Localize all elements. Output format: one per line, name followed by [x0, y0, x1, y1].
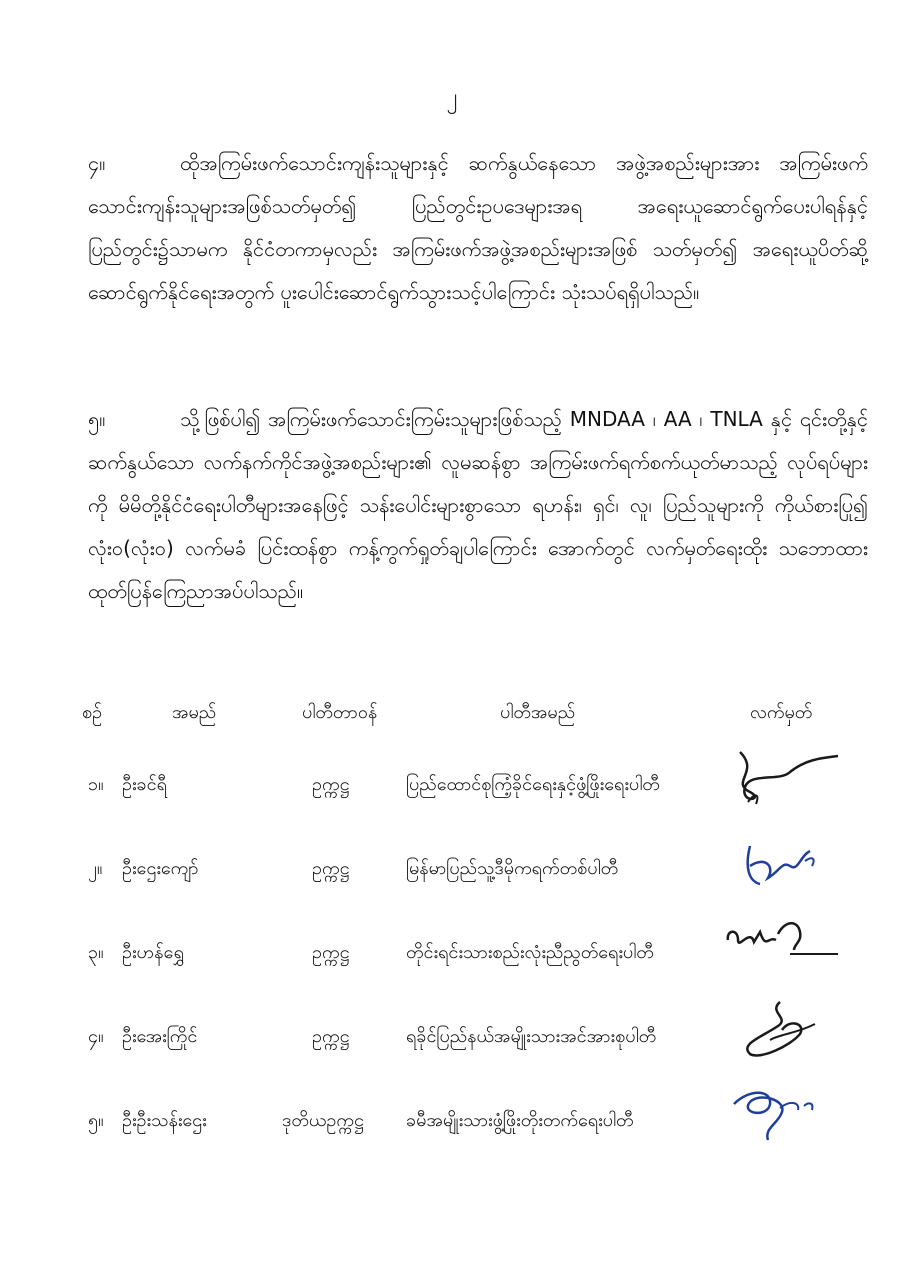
- row-no: ၂။: [88, 858, 103, 879]
- row-party: ခမီအမျိုးသားဖွံ့ဖြိုးတိုးတက်ရေးပါတီ: [406, 1110, 634, 1131]
- paragraph-5: [88, 398, 868, 613]
- signature-image: [720, 742, 840, 814]
- header-name: အမည်: [172, 702, 217, 723]
- signature-image: [720, 826, 840, 898]
- row-role: ဥက္ကဋ္ဌ: [312, 774, 350, 795]
- table-row: [80, 1086, 870, 1170]
- row-party: မြန်မာပြည်သူ့ဒီမိုကရက်တစ်ပါတီ: [406, 858, 619, 879]
- table-row: [80, 918, 870, 1002]
- row-party: ရခိုင်ပြည်နယ်အမျိုးသားအင်အားစုပါတီ: [406, 1026, 657, 1047]
- paragraph-text: သို့ဖြစ်ပါ၍ အကြမ်းဖက်သောင်းကြမ်းသူများဖြစ်သည့် MNDAA ၊ AA ၊ TNLA နှင့် ၎င်းတို့နှင့်ဆက်နွယ်သော လက်နက်ကိုင်အဖွဲ့အစည်းများ၏ လူမဆန်စွာ အကြမ်းဖက်ရက်စက်ယုတ်မာသည့် လုပ်ရပ်များကို မိမိတို့နိုင်ငံရေးပါတီများအနေဖြင့် သန်းပေါင်းများစွာသော ရဟန်း၊ ရှင်၊ လူ၊ ပြည်သူများကို ကိုယ်စားပြု၍ လုံး၀(လုံး၀) လက်မခံ ပြင်းထန်စွာ ကန့်ကွက်ရှုတ်ချပါကြောင်း အောက်တွင် လက်မှတ်ရေးထိုး သဘောထားထုတ်ပြန်ကြေညာအပ်ပါသည်။: [88, 407, 868, 603]
- paragraph-text: ထိုအကြမ်းဖက်သောင်းကျန်းသူများနှင့် ဆက်နွယ်နေသော အဖွဲ့အစည်းများအား အကြမ်းဖက်သောင်းကျန်းသူများအဖြစ်သတ်မှတ်၍ ပြည်တွင်းဥပဒေများအရ အရေးယူဆောင်ရွက်ပေးပါရန်နှင့် ပြည်တွင်း၌သာမက နိုင်ငံတကာမှလည်း အကြမ်းဖက်အဖွဲ့အစည်းများအဖြစ် သတ်မှတ်၍ အရေးယူပိတ်ဆို့ဆောင်ရွက်နိုင်ရေးအတွက် ပူးပေါင်းဆောင်ရွက်သွားသင့်ပါကြောင်း သုံးသပ်ရရှိပါသည်။: [88, 151, 868, 304]
- row-role: ဥက္ကဋ္ဌ: [312, 858, 350, 879]
- header-no: စဉ်: [82, 702, 103, 723]
- row-no: ၃။: [88, 942, 104, 963]
- row-role: ဥက္ကဋ္ဌ: [312, 942, 350, 963]
- table-row: [80, 1002, 870, 1086]
- paragraph-number: ၅။: [88, 407, 106, 431]
- row-party: ပြည်ထောင်စုကြံ့ခိုင်ရေးနှင့်ဖွံ့ဖြိုးရေးပါတီ: [406, 774, 660, 795]
- row-name: ဦးအေးကြိုင်: [122, 1026, 198, 1047]
- row-name: ဦးဌေးကျော်: [122, 858, 199, 879]
- row-party: တိုင်းရင်းသားစည်းလုံးညီညွတ်ရေးပါတီ: [406, 942, 654, 963]
- row-name: ဦးခင်ရီ: [122, 774, 167, 795]
- row-no: ၅။: [88, 1110, 104, 1131]
- header-party: ပါတီအမည်: [500, 702, 576, 723]
- paragraph-number: ၄။: [88, 151, 106, 175]
- header-role: ပါတီတာဝန်: [302, 702, 378, 723]
- row-name: ဦးဦးသန်းဌေး: [122, 1110, 207, 1131]
- row-no: ၁။: [88, 774, 104, 795]
- table-row: [80, 750, 870, 834]
- paragraph-4: [88, 142, 868, 314]
- table-row: [80, 834, 870, 918]
- page-number: ၂: [446, 85, 458, 110]
- row-no: ၄။: [88, 1026, 104, 1047]
- signature-image: [720, 1078, 840, 1150]
- signature-image: [720, 910, 840, 982]
- signatory-table: [80, 700, 870, 1170]
- row-role: ဒုတိယဥက္ကဋ္ဌ: [282, 1110, 364, 1131]
- header-signature: လက်မှတ်: [750, 702, 813, 723]
- signature-image: [720, 994, 840, 1066]
- row-role: ဥက္ကဋ္ဌ: [312, 1026, 350, 1047]
- row-name: ဦးဟန်ရွှေ: [122, 942, 184, 963]
